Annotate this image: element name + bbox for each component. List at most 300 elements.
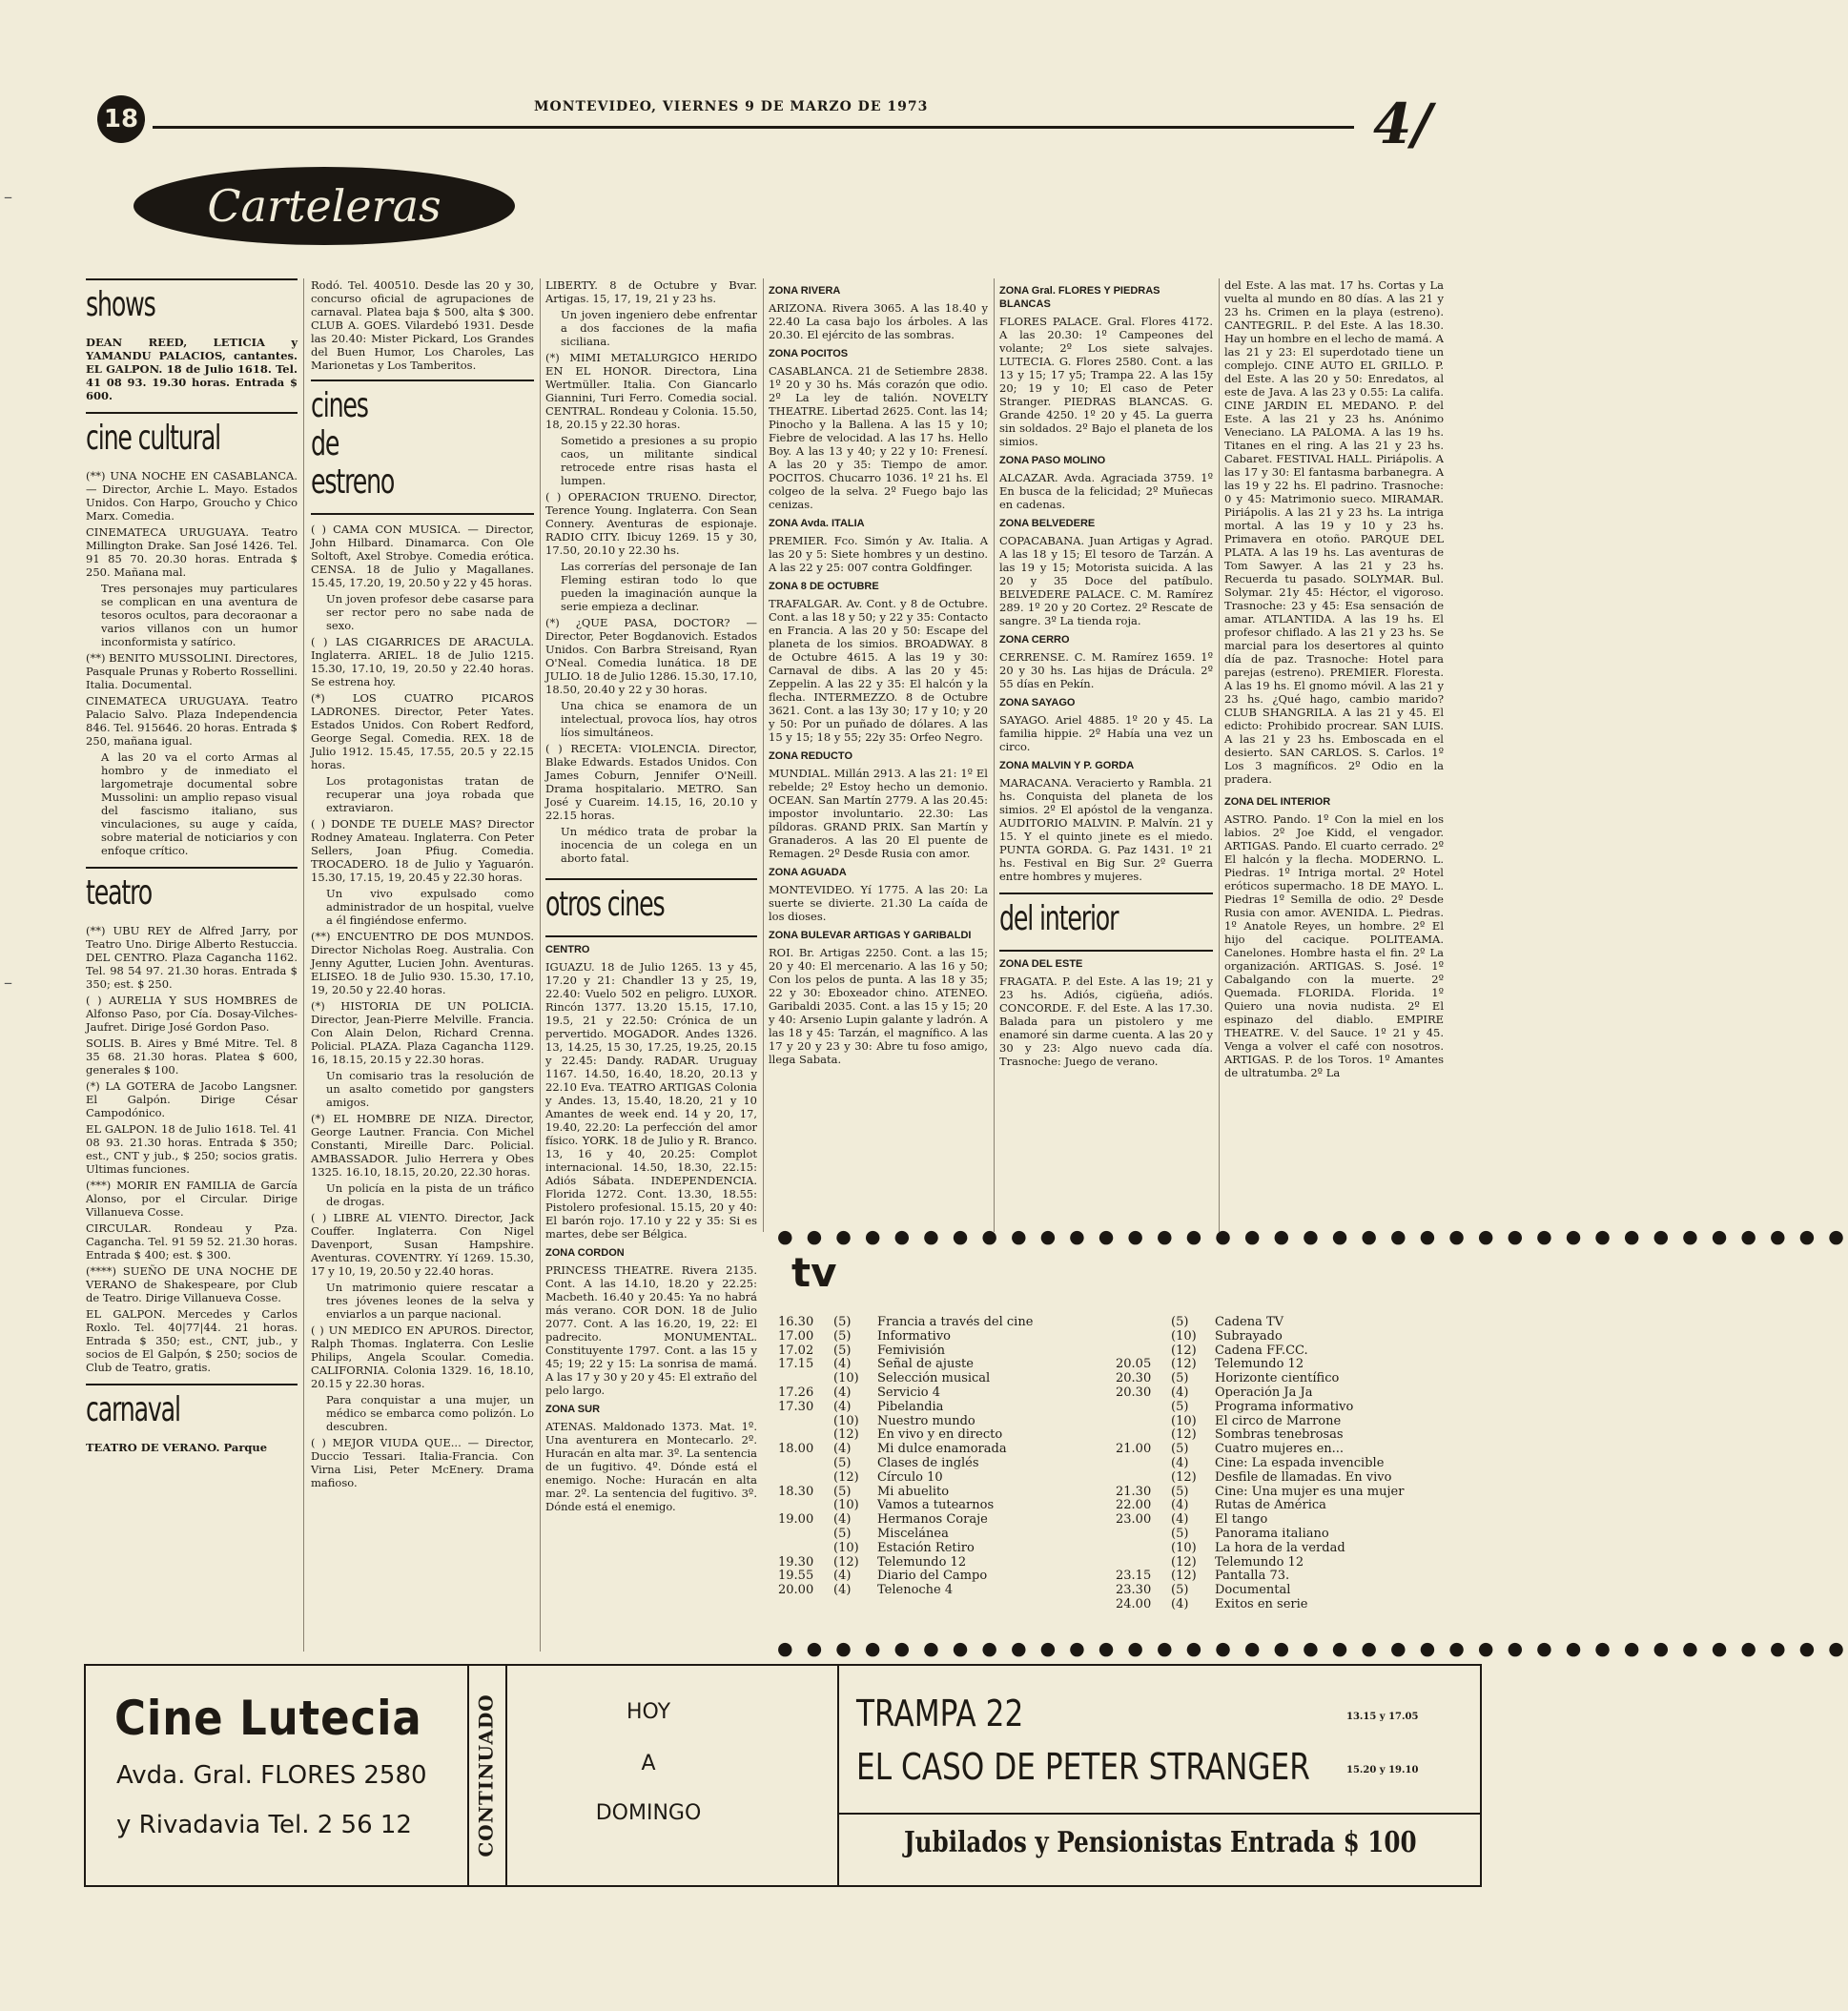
ad-divider: [837, 1813, 1480, 1815]
listing-item: Tres personajes muy particulares se complican en una aventura de tesoros ocultos, para decoraonar a varios villanos con un humor inconformista y satírico.: [101, 582, 298, 648]
tv-time: [1116, 1528, 1171, 1542]
cine-cultural-heading: cine cultural: [86, 419, 221, 458]
tv-time: 20.00: [778, 1583, 814, 1598]
tv-channel: (10): [833, 1540, 859, 1555]
listing-item: ( ) MEJOR VIUDA QUE... — Director, Duccio Tessari. Italia-Francia. Con Virna Lisi, Peter McEnery. Drama mafioso.: [311, 1436, 534, 1489]
tv-time: 20.30: [1116, 1371, 1152, 1386]
listing-item: Un comisario tras la resolución de un asalto cometido por gangsters amigos.: [326, 1069, 534, 1109]
zone-label: ZONA Avda. ITALIA: [769, 518, 865, 529]
listing-item: Una chica se enamora de un intelectual, provoca líos, hay otros líos simultáneos.: [561, 699, 757, 739]
section-rule: [545, 935, 757, 937]
ad-address: Avda. Gral. FLORES 2580: [116, 1761, 427, 1790]
tv-program: Hermanos Coraje: [877, 1512, 988, 1528]
section-rule: [86, 412, 298, 414]
tv-listing-row: [778, 1443, 1064, 1457]
tv-listing-row: [778, 1344, 1064, 1359]
carnaval-heading: carnaval: [86, 1390, 180, 1429]
tv-program: Selección musical: [877, 1371, 991, 1386]
zone-label: ZONA CERRO: [999, 634, 1070, 646]
tv-listing-row: [1116, 1486, 1478, 1500]
tv-channel: (12): [833, 1427, 859, 1443]
listing-item: ( ) LIBRE AL VIENTO. Director, Jack Couffer. Inglaterra. Con Nigel Davenport, Susan Hampshire. Aventuras. COVENTRY. Yí 1269. 15.30, 17 y 10, 19, 20.50 y 22.40 horas.: [311, 1211, 534, 1278]
tv-listing-row: [778, 1499, 1064, 1513]
tv-program: Documental: [1215, 1583, 1291, 1598]
tv-channel: (4): [833, 1583, 852, 1598]
tv-channel: (5): [1171, 1583, 1189, 1598]
tv-listing-row: [778, 1570, 1064, 1584]
listing-item: ( ) DONDE TE DUELE MAS? Director Rodney Amateau. Inglaterra. Con Peter Sellers, Joan Pfiug. Comedia. TROCADERO. 18 de Julio y Yaguarón. 15.30, 17.15, 19, 20.45 y 22.30 horas.: [311, 817, 534, 884]
tv-listing-row: [1116, 1471, 1478, 1486]
tv-time: [778, 1428, 833, 1443]
tv-program: Rutas de América: [1215, 1498, 1326, 1513]
tv-time: 23.00: [1116, 1512, 1152, 1528]
tv-program: Nuestro mundo: [877, 1413, 975, 1428]
tv-time: 17.02: [778, 1343, 814, 1358]
tv-time: 19.30: [778, 1554, 814, 1570]
tv-channel: (4): [833, 1442, 852, 1457]
tv-listing-row: [778, 1486, 1064, 1500]
ad-address-line2: y Rivadavia Tel. 2 56 12: [116, 1811, 412, 1839]
listing-item: EL GALPON. 18 de Julio 1618. Tel. 41 08 93. 21.30 horas. Entrada $ 350; est., CNT y jub., $ 250; socios gratis. Ultimas funciones.: [86, 1122, 298, 1176]
tv-listing-row: [778, 1401, 1064, 1415]
column-rule: [763, 278, 764, 1232]
listing-item: (**) UBU REY de Alfred Jarry, por Teatro Uno. Dirige Alberto Restuccia. DEL CENTRO. Plaza Cagancha 1162. Tel. 98 54 97. 21.30 horas. Entrada $ 350; est. $ 250.: [86, 924, 298, 991]
zone-listing: CERRENSE. C. M. Ramírez 1659. 1º 20 y 30 hs. Las hijas de Drácula. 2º 55 días en Pekín.: [999, 650, 1213, 690]
tv-listing-row: [1116, 1386, 1478, 1401]
tv-program: Estación Retiro: [877, 1540, 975, 1555]
listing-item: Un policía en la pista de un tráfico de drogas.: [326, 1181, 534, 1208]
tv-channel: (5): [833, 1455, 852, 1470]
tv-program: Desfile de llamadas. En vivo: [1215, 1469, 1392, 1485]
tv-channel: (5): [833, 1526, 852, 1541]
shows-heading: shows: [86, 285, 155, 324]
listing-item: (****) SUEÑO DE UNA NOCHE DE VERANO de Shakespeare, por Club de Teatro. Dirige Villanueva Cosse.: [86, 1264, 298, 1304]
tv-program: Femivisión: [877, 1343, 946, 1358]
column-rule: [1219, 278, 1220, 1232]
tv-time: [778, 1528, 833, 1542]
tv-time: 23.15: [1116, 1569, 1152, 1584]
tv-listing-row: [1116, 1584, 1478, 1598]
cines-estreno-heading: cines de estreno: [311, 386, 395, 502]
tv-time: 22.00: [1116, 1498, 1152, 1513]
tv-listing-row: [1116, 1316, 1478, 1330]
tv-time: [778, 1499, 833, 1513]
ad-domingo: DOMINGO: [595, 1801, 702, 1825]
tv-program: Programa informativo: [1215, 1399, 1354, 1414]
tv-channel: (12): [1171, 1427, 1197, 1443]
tv-listing-row: [1116, 1556, 1478, 1570]
column-5: [999, 278, 1213, 1232]
listing-item: Un médico trata de probar la inocencia de un colega en un aborto fatal.: [561, 825, 757, 865]
tv-time: 17.30: [778, 1399, 814, 1414]
tv-listing-row: [1116, 1443, 1478, 1457]
tv-listing-row: [778, 1386, 1064, 1401]
tv-channel: (5): [833, 1315, 852, 1329]
zone-listing: ARIZONA. Rivera 3065. A las 18.40 y 22.40 La casa bajo los árboles. A las 20.30. El ejército de las sombras.: [769, 301, 988, 341]
tv-program: Horizonte científico: [1215, 1371, 1340, 1386]
tv-time: [778, 1542, 833, 1556]
listing-item: ( ) CAMA CON MUSICA. — Director, John Hilbard. Dinamarca. Con Ole Soltoft, Axel Strobye. Comedia erótica. CENSA. 18 de Julio y Magallanes. 15.45, 17.20, 19, 20.50 y 22 y 45 horas.: [311, 523, 534, 589]
listing-item: Un vivo expulsado como administrador de un hospital, vuelve a él fingiéndose enfermo.: [326, 887, 534, 927]
tv-program: Mi dulce enamorada: [877, 1442, 1007, 1457]
tv-program: Sombras tenebrosas: [1215, 1427, 1344, 1443]
listing-item: ( ) AURELIA Y SUS HOMBRES de Alfonso Paso, por Cía. Dosay-Vilches-Jaufret. Dirige José Gordon Paso.: [86, 994, 298, 1034]
section-rule: [86, 278, 298, 280]
listing-item: Sometido a presiones a su propio caos, un militante sindical retrocede entre risas hasta el lumpen.: [561, 434, 757, 487]
zone-listing: PREMIER. Fco. Simón y Av. Italia. A las 20 y 5: Siete hombres y un destino. A las 22 y 25: 007 contra Goldfinger.: [769, 534, 988, 574]
tv-listing-row: [778, 1372, 1064, 1386]
tv-time: [1116, 1316, 1171, 1330]
zone-label: ZONA MALVIN Y P. GORDA: [999, 760, 1135, 771]
listing-item: ( ) OPERACION TRUENO. Director, Terence Young. Inglaterra. Con Sean Connery. Aventuras de espionaje. RADIO CITY. Ibicuy 1269. 15 y 30, 17.50, 20.10 y 22.30 hs.: [545, 490, 757, 557]
zone-listing: SAYAGO. Ariel 4885. 1º 20 y 45. La familia hippie. 2º Había una vez un circo.: [999, 713, 1213, 753]
zone-listing: ASTRO. Pando. 1º Con la miel en los labios. 2º Joe Kidd, el vengador. ARTIGAS. Pando. El cuarto cerrado. 2º El halcón y la flecha. MODERNO. L. Piedras. 1º Intriga mortal. 2º Hotel eróticos supermacho. 18 DE MAYO. L. Piedras 1º Semilla de odio. 2º Desde Rusia con amor. AVENIDA. L. Piedras. 1º Anatole Reyes, un hombre. 2º El hijo del cacique. POLITEAMA. Canelones. Hombre hasta el fin. 2º La organización. ARTIGAS. S. José. 1º Cabalgando con la muerte. 2º Quemada. FLORIDA. Florida. 1º Quiero una novia nudista. 2º El espinazo del diablo. EMPIRE THEATRE. V. del Sauce. 1º 21 y 45. Venga a volver el café con nosotros. ARTIGAS. P. de los Toros. 1º Amantes de ultratumba. 2º La: [1224, 812, 1444, 1079]
tv-channel: (12): [833, 1554, 859, 1570]
tv-time: [1116, 1471, 1171, 1486]
tv-listing-row: [778, 1330, 1064, 1344]
zone-listing: MUNDIAL. Millán 2913. A las 21: 1º El rebelde; 2º Estoy hecho un demonio. OCEAN. San Martín 2779. A las 20.45: impostor involuntario. 22.30: Las píldoras. GRAND PRIX. San Martín y Granaderos. A las 20 El puente de Remagen. 2º Desde Rusia con amor.: [769, 767, 988, 860]
listing-item: Un joven profesor debe casarse para ser rector pero no sabe nada de sexo.: [326, 592, 534, 632]
tv-schedule-right: [1116, 1316, 1478, 1612]
shows-listing: DEAN REED, LETICIA y YAMANDU PALACIOS, cantantes. EL GALPON. 18 de Julio 1618. Tel. 41 08 93. 19.30 horas. Entrada $ 600.: [86, 336, 298, 402]
tv-time: 24.00: [1116, 1596, 1152, 1611]
tv-listing-row: [1116, 1415, 1478, 1429]
tv-listing-row: [1116, 1542, 1478, 1556]
zone-label: ZONA BULEVAR ARTIGAS Y GARIBALDI: [769, 930, 972, 941]
listing-item: CINEMATECA URUGUAYA. Teatro Palacio Salvo. Plaza Independencia 846. Tel. 915646. 20 horas. Entrada $ 250, mañana igual.: [86, 694, 298, 748]
cinema-ad: [84, 1664, 1482, 1887]
tv-channel: (4): [833, 1385, 852, 1400]
tv-program: Subrayado: [1215, 1328, 1283, 1344]
tv-program: Cine: La espada invencible: [1215, 1455, 1385, 1470]
ad-hoy: HOY: [626, 1700, 671, 1724]
margin-mark: –: [4, 973, 12, 993]
tv-listing-row: [1116, 1344, 1478, 1359]
tv-program: Diario del Campo: [877, 1569, 988, 1584]
ad-continuado: CONTINUADO: [475, 1693, 498, 1857]
column-rule: [540, 278, 541, 1652]
tv-channel: (5): [1171, 1399, 1189, 1414]
tv-channel: (10): [833, 1498, 859, 1513]
listing-item: (*) MIMI METALURGICO HERIDO EN EL HONOR. Directora, Lina Wertmüller. Italia. Con Giancarlo Giannini, Turi Ferro. Comedia social. CENTRAL. Rondeau y Colonia. 15.50, 18, 20.15 y 22.30 horas.: [545, 351, 757, 431]
tv-program: Telemundo 12: [1215, 1554, 1304, 1570]
tv-program: Cuatro mujeres en...: [1215, 1442, 1345, 1457]
ad-showtimes: 15.20 y 19.10: [1346, 1765, 1419, 1775]
column-3: [545, 278, 757, 1652]
tv-channel: (4): [1171, 1385, 1189, 1400]
tv-program: Exitos en serie: [1215, 1596, 1308, 1611]
tv-listing-row: [778, 1528, 1064, 1542]
tv-listing-row: [1116, 1570, 1478, 1584]
zone-listing: IGUAZU. 18 de Julio 1265. 13 y 45, 17.20 y 21: Chandler 13 y 25, 19, 22.40: Vuelo 502 en peligro. LUXOR. Rincón 1377. 13.20 15.15, 17.10, 19.5, 21 y 22.50: Crónica de un pervertido. MOGADOR. Andes 1326. 13, 14.25, 15 30, 17.25, 19.25, 20.15 y 22.45: Dandy. RADAR. Uruguay 1167. 14.50, 16.40, 18.20, 20.13 y 22.10 Eva. TEATRO ARTIGAS Colonia y Andes. 13, 15.40, 18.20, 21 y 10 Amantes de week end. 14 y 20, 17, 19.40, 22.20: La perfección del amor físico. YORK. 18 de Julio y R. Branco. 13, 16 y 40, 20.25: Complot internacional. 14.50, 18.30, 22.15: Adiós Sábata. INDEPENDENCIA. Florida 1272. Cont. 13.30, 18.55: Pistolero profesional. 15.15, 20 y 40: El barón rojo. 17.10 y 22 y 35: Si es martes, debe ser Bélgica.: [545, 960, 757, 1241]
tv-time: [1116, 1428, 1171, 1443]
section-rule: [311, 380, 534, 381]
listing-item: (**) UNA NOCHE EN CASABLANCA. — Director, Archie L. Mayo. Estados Unidos. Con Harpo, Groucho y Chico Marx. Comedia.: [86, 469, 298, 523]
listing-item: (**) ENCUENTRO DE DOS MUNDOS. Director Nicholas Roeg. Australia. Con Jenny Agutter, Lucien John. Aventuras. ELISEO. 18 de Julio 930. 15.30, 17.10, 19, 20.50 y 22.40 horas.: [311, 930, 534, 996]
tv-channel: (5): [1171, 1315, 1189, 1329]
column-2: [311, 278, 534, 1652]
listing-item: ( ) RECETA: VIOLENCIA. Director, Blake Edwards. Estados Unidos. Con James Coburn, Jennifer O'Neill. Drama hospitalario. METRO. San José y Cuareim. 14.15, 16, 20.10 y 22.15 horas.: [545, 742, 757, 822]
tv-time: 20.05: [1116, 1357, 1152, 1372]
listing-item: Para conquistar a una mujer, un médico se embarca como polizón. Lo descubren.: [326, 1393, 534, 1433]
column-6: [1224, 278, 1444, 1232]
ad-film-title: TRAMPA 22: [856, 1693, 1024, 1734]
tv-channel: (4): [1171, 1498, 1189, 1513]
tv-time: [778, 1372, 833, 1386]
tv-channel: (4): [1171, 1596, 1189, 1611]
tv-channel: (10): [833, 1413, 859, 1428]
tv-channel: (4): [833, 1399, 852, 1414]
tv-listing-row: [778, 1358, 1064, 1372]
tv-channel: (5): [833, 1328, 852, 1344]
tv-program: Servicio 4: [877, 1385, 940, 1400]
tv-program: Telemundo 12: [877, 1554, 967, 1570]
tv-listing-row: [1116, 1598, 1478, 1612]
zone-listing: MARACANA. Veracierto y Rambla. 21 hs. Conquista del planeta de los simios. 2º El apóstol de la venganza. AUDITORIO MALVIN. P. Malvín. 21 y 15. Y el quinto jinete es el miedo. PUNTA GORDA. G. Paz 1431. 1º 21 hs. Festival en Big Sur. 2º Guerra entre hombres y mujeres.: [999, 776, 1213, 883]
tv-time: [778, 1471, 833, 1486]
listing-item: (*) LOS CUATRO PICAROS LADRONES. Director, Peter Yates. Estados Unidos. Con Robert Redford, George Segal. Comedia. REX. 18 de Julio 1912. 15.45, 17.55, 20.5 y 22.15 horas.: [311, 691, 534, 771]
tv-time: [1116, 1542, 1171, 1556]
tv-program: Pibelandia: [877, 1399, 944, 1414]
tv-channel: (4): [1171, 1455, 1189, 1470]
section-rule: [86, 1384, 298, 1385]
tv-listing-row: [1116, 1372, 1478, 1386]
tv-channel: (4): [833, 1357, 852, 1372]
tv-time: 23.30: [1116, 1583, 1152, 1598]
listing-item: Un matrimonio quiere rescatar a tres jóvenes leones de la selva y enviarlos a un parque nacional.: [326, 1281, 534, 1321]
dot-border: ● ● ● ● ● ● ● ● ● ● ● ● ● ● ● ● ● ● ● ● ● ● ● ● ● ● ● ● ● ● ● ● ● ● ● ● ●: [777, 1638, 1848, 1659]
tv-time: 21.00: [1116, 1442, 1152, 1457]
tv-program: El tango: [1215, 1512, 1268, 1528]
tv-channel: (4): [833, 1512, 852, 1528]
carnaval-continued: Rodó. Tel. 400510. Desde las 20 y 30, concurso oficial de agrupaciones de carnaval. Platea baja $ 500, alta $ 300. CLUB A. GOES. Vilardebó 1931. Desde las 20.40: Mister Pickard, Los Grandes del Buen Humor, Los Charoles, Las Marionetas y Los Tamberitos.: [311, 278, 534, 372]
tv-listing-row: [1116, 1428, 1478, 1443]
zone-label: ZONA REDUCTO: [769, 750, 852, 762]
listing-item: A las 20 va el corto Armas al hombro y de inmediato el largometraje documental sobre Mussolini: un amplio repaso visual del fascismo italiano, sus vinculaciones, su auge y caída, sobre material de noticiarios y con enfoque crítico.: [101, 750, 298, 857]
tv-channel: (4): [833, 1569, 852, 1584]
zone-listing: PRINCESS THEATRE. Rivera 2135. Cont. A las 14.10, 18.20 y 22.25: Macbeth. 16.40 y 20.45: Ya no habrá más verano. COR DON. 18 de Julio 2077. Cont. A las 16.20, 19, 22: El padrecito. MONUMENTAL. Constituyente 1797. Cont. a las 15 y 45; 19; 22 y 15: La sonrisa de mamá. A las 17 y 30 y 20 y 45: El extraño del pelo largo.: [545, 1263, 757, 1397]
tv-channel: (12): [1171, 1554, 1197, 1570]
tv-time: [1116, 1330, 1171, 1344]
tv-time: [778, 1415, 833, 1429]
listing-item: EL GALPON. Mercedes y Carlos Roxlo. Tel. 40|77|44. 21 horas. Entrada $ 350; est., CNT, jub., y socios de El Galpón, $ 250; socios de Club de Teatro, gratis.: [86, 1307, 298, 1374]
tv-time: [1116, 1457, 1171, 1471]
zone-label: ZONA AGUADA: [769, 867, 847, 878]
tv-program: Cine: Una mujer es una mujer: [1215, 1484, 1405, 1499]
zone-listing: FLORES PALACE. Gral. Flores 4172. A las 20.30: 1º Campeones del volante; 2º Los siete salvajes. LUTECIA. G. Flores 2580. Cont. a las 13 y 15; 17 y5; Trampa 22. A las 15y 20; 19 y 10; El caso de Peter Stranger. PIEDRAS BLANCAS. G. Grande 4250. 1º 20 y 45. La guerra sin soldados. 2º Bajo el planeta de los simios.: [999, 315, 1213, 448]
zone-label: ZONA DEL INTERIOR: [1224, 796, 1331, 808]
zone-label: ZONA SAYAGO: [999, 697, 1076, 708]
tv-time: 18.00: [778, 1442, 814, 1457]
listing-item: CIRCULAR. Rondeau y Pza. Cagancha. Tel. 91 59 52. 21.30 horas. Entrada $ 400; est. $ 300.: [86, 1221, 298, 1262]
tv-program: Francia a través del cine: [877, 1315, 1034, 1329]
tv-channel: (5): [1171, 1484, 1189, 1499]
zone-listing: del Este. A las mat. 17 hs. Cortas y La vuelta al mundo en 80 días. A las 21 y 23 hs. Crimen en la playa (estreno). CANTEGRIL. P. del Este. A las 18.30. Hay un hombre en el lecho de mamá. A las 21 y 23: El superdotado tiene un complejo. CINE AUTO EL GRILLO. P. del Este. A las 20 y 50: Enredatos, al este de Java. A las 23 y 0.55: La califa. CINE JARDIN EL MEDANO. P. del Este. A las 21 y 23 hs. Anónimo Veneciano. LA PALOMA. A las 19 hs. Titanes en el ring. A las 21 y 23 hs. Cabaret. FESTIVAL HALL. Piriápolis. A las 17 y 30: El fantasma barbanegra. A las 19 y 22 hs. El padrino. Trasnoche: 0 y 45: Matrimonio sueco. MIRAMAR. Piriápolis. A las 21 y 23 hs. La intriga mortal. A las 19 y 10 y 23 hs. Primavera en otoño. PARQUE DEL PLATA. A las 19 hs. Las aventuras de Tom Sawyer. A las 21 y 23 hs. Recuerda tu pasado. SOLYMAR. Bul. Solymar. 21y 45: Héctor, el vigoroso. Trasnoche: 23 y 45: Esa sensación de amar. ATLANTIDA. A las 19 hs. El profesor chiflado. A las 21 y 23 hs. Se marcial para los desertores al quinto día de paz. Trasnoche: Hotel para parejas (estreno). PREMIER. Floresta. A las 19 hs. El gnomo móvil. A las 21 y 23 hs. ¿Qué hago, cambio marido? CLUB SHANGRILA. A las 21 y 45. El edicto: Prohibido procrear. SAN LUIS. A las 21 y 23 hs. Emboscada en el desierto. SAN CARLOS. S. Carlos. 1º Los 3 magníficos. 2º Odio en la pradera.: [1224, 278, 1444, 786]
corner-mark: 4/: [1373, 92, 1432, 156]
zone-label: ZONA SUR: [545, 1404, 601, 1415]
zone-label: ZONA DEL ESTE: [999, 958, 1083, 970]
section-rule: [545, 878, 757, 880]
column-rule: [994, 278, 995, 1232]
tv-program: Cadena FF.CC.: [1215, 1343, 1308, 1358]
tv-time: 18.30: [778, 1484, 814, 1499]
zone-listing: CASABLANCA. 21 de Setiembre 2838. 1º 20 y 30 hs. Más corazón que odio. 2º La ley de talión. NOVELTY THEATRE. Libertad 2625. Cont. las 14; Pinocho y la Ballena. A las 15 y 10; Fiebre de velocidad. A las 17 hs. Hello Boy. A las 13 y 40; y 22 y 10: Frenesí. A las 20 y 35: Tiempo de amor. POCITOS. Chucarro 1036. 1º 21 hs. El colgeo de la selva. 2º Fuego bajo las cenizas.: [769, 364, 988, 511]
tv-listing-row: [1116, 1457, 1478, 1471]
tv-program: Miscelánea: [877, 1526, 949, 1541]
header-rule: [153, 126, 1354, 129]
margin-mark: –: [4, 187, 12, 207]
tv-time: [1116, 1415, 1171, 1429]
tv-program: En vivo y en directo: [877, 1427, 1003, 1443]
section-rule: [999, 893, 1213, 894]
zone-label: ZONA CORDON: [545, 1247, 625, 1259]
tv-channel: (5): [1171, 1442, 1189, 1457]
zone-label: CENTRO: [545, 944, 590, 955]
tv-program: Círculo 10: [877, 1469, 943, 1485]
zone-label: ZONA POCITOS: [769, 348, 849, 359]
tv-listing-row: [1116, 1330, 1478, 1344]
tv-program: Cadena TV: [1215, 1315, 1284, 1329]
tv-time: 17.15: [778, 1357, 814, 1372]
tv-program: Telenoche 4: [877, 1583, 954, 1598]
tv-channel: (12): [1171, 1469, 1197, 1485]
carnaval-listing: TEATRO DE VERANO. Parque: [86, 1441, 268, 1454]
tv-heading: tv: [791, 1249, 837, 1296]
tv-program: El circo de Marrone: [1215, 1413, 1342, 1428]
listing-item: Un joven ingeniero debe enfrentar a dos facciones de la mafia siciliana.: [561, 308, 757, 348]
listing-item: (*) LA GOTERA de Jacobo Langsner. El Galpón. Dirige César Campodónico.: [86, 1079, 298, 1119]
teatro-heading: teatro: [86, 873, 153, 913]
tv-time: 17.00: [778, 1328, 814, 1344]
tv-time: 20.30: [1116, 1385, 1152, 1400]
tv-program: Clases de inglés: [877, 1455, 979, 1470]
tv-listing-row: [1116, 1528, 1478, 1542]
tv-listing-row: [778, 1556, 1064, 1570]
listing-item: (*) EL HOMBRE DE NIZA. Director, George Lautner. Francia. Con Michel Constanti, Mireille Darc. Policial. AMBASSADOR. Julio Herrera y Obes 1325. 16.10, 18.15, 20.20, 22.30 horas.: [311, 1112, 534, 1179]
listing-item: LIBERTY. 8 de Octubre y Bvar. Artigas. 15, 17, 19, 21 y 23 hs.: [545, 278, 757, 305]
tv-program: Pantalla 73.: [1215, 1569, 1290, 1584]
section-rule: [999, 950, 1213, 952]
tv-channel: (12): [1171, 1343, 1197, 1358]
zone-listing: TRAFALGAR. Av. Cont. y 8 de Octubre. Cont. a las 18 y 50; y 22 y 35: Contacto en Francia. A las 20 y 50: Escape del planeta de los simios. BROADWAY. 8 de Octubre 4615. A las 19 y 30: Carnaval de dibs. A las 20 y 45: Zeppelin. A las 22 y 35: El halcón y la flecha. INTERMEZZO. 8 de Octubre 3621. Cont. a las 13y 30; 17 y 10; y 20 y 50: Por un puñado de dólares. A las 15 y 15; 18 y 55; 22y 35: Orfeo Negro.: [769, 597, 988, 744]
tv-time: [1116, 1344, 1171, 1359]
tv-channel: (10): [833, 1371, 859, 1386]
zone-listing: COPACABANA. Juan Artigas y Agrad. A las 18 y 15; El tesoro de Tarzán. A las 19 y 15; Motorista suicida. A las 20 y 35 Doce del patíbulo. BELVEDERE PALACE. C. M. Ramírez 289. 1º 20 y 20 Cortez. 2º Rescate de sangre. 3º La tienda roja.: [999, 534, 1213, 627]
zone-listing: FRAGATA. P. del Este. A las 19; 21 y 23 hs. Adiós, cigüeña, adiós. CONCORDE. F. del Este. A las 17.30. Balada para un pistolero y me enamoré sin darme cuenta. A las 20 y 30 y 23: Algo nuevo cada día. Trasnoche: Juego de verano.: [999, 975, 1213, 1068]
tv-program: Panorama italiano: [1215, 1526, 1329, 1541]
listing-item: ( ) LAS CIGARRICES DE ARACULA. Inglaterra. ARIEL. 18 de Julio 1215. 15.30, 17.10, 19, 20.50 y 22.40 horas. Se estrena hoy.: [311, 635, 534, 688]
ad-divider: [505, 1666, 507, 1885]
listing-item: SOLIS. B. Aires y Bmé Mitre. Tel. 8 35 68. 21.30 horas. Platea $ 600, generales $ 100.: [86, 1036, 298, 1077]
tv-listing-row: [778, 1428, 1064, 1443]
section-badge: Carteleras: [133, 167, 515, 245]
dot-border: ● ● ● ● ● ● ● ● ● ● ● ● ● ● ● ● ● ● ● ● ● ● ● ● ● ● ● ● ● ● ● ● ● ● ● ● ●: [777, 1226, 1848, 1247]
tv-schedule-left: [778, 1316, 1064, 1598]
tv-time: [1116, 1556, 1171, 1570]
tv-listing-row: [1116, 1499, 1478, 1513]
tv-program: Informativo: [877, 1328, 951, 1344]
tv-program: Telemundo 12: [1215, 1357, 1304, 1372]
section-rule: [86, 867, 298, 869]
page-number: 18: [97, 95, 145, 143]
tv-listing-row: [778, 1471, 1064, 1486]
zone-label: ZONA RIVERA: [769, 285, 841, 297]
otros-cines-heading: otros cines: [545, 885, 665, 924]
tv-listing-row: [778, 1415, 1064, 1429]
ad-divider: [837, 1666, 839, 1885]
tv-channel: (12): [1171, 1569, 1197, 1584]
listing-item: (**) BENITO MUSSOLINI. Directores, Pasquale Prunas y Roberto Rossellini. Italia. Documental.: [86, 651, 298, 691]
tv-time: 19.00: [778, 1512, 814, 1528]
tv-channel: (5): [1171, 1371, 1189, 1386]
tv-channel: (5): [833, 1484, 852, 1499]
ad-jubilados: Jubilados y Pensionistas Entrada $ 100: [904, 1826, 1417, 1859]
listing-item: (***) MORIR EN FAMILIA de García Alonso, por el Circular. Dirige Villanueva Cosse.: [86, 1179, 298, 1219]
zone-label: ZONA BELVEDERE: [999, 518, 1096, 529]
zone-listing: MONTEVIDEO. Yí 1775. A las 20: La suerte se divierte. 21.30 La caída de los dioses.: [769, 883, 988, 923]
tv-program: Vamos a tutearnos: [877, 1498, 995, 1513]
zone-listing: ROI. Br. Artigas 2250. Cont. a las 15; 20 y 40: El mercenario. A las 16 y 50; Con los pelos de punta. A las 18 y 35; 22 y 30: Eboxeador chino. ATENEO. Garibaldi 2035. Cont. a las 15 y 15; 20 y 40: Arsenio Lupin galante y ladrón. A las 18 y 45: Tarzán, el magnífico. A las 17 y 20 y 23 y 30: Abre tu foso amigo, llega Sabata.: [769, 946, 988, 1066]
tv-program: Mi abuelito: [877, 1484, 950, 1499]
tv-time: 21.30: [1116, 1484, 1152, 1499]
listing-item: Las correrías del personaje de Ian Fleming estiran todo lo que pueden la imaginación aunque la serie empieza a declinar.: [561, 560, 757, 613]
tv-listing-row: [778, 1457, 1064, 1471]
tv-listing-row: [778, 1584, 1064, 1598]
tv-channel: (10): [1171, 1413, 1197, 1428]
dateline: MONTEVIDEO, VIERNES 9 DE MARZO DE 1973: [534, 99, 929, 114]
listing-item: CINEMATECA URUGUAYA. Teatro Millington Drake. San José 1426. Tel. 91 85 70. 20.30 horas. Entrada $ 250. Mañana mal.: [86, 525, 298, 579]
listing-item: Los protagonistas tratan de recuperar una joya robada que extraviaron.: [326, 774, 534, 814]
zone-label: ZONA Gral. FLORES Y PIEDRAS BLANCAS: [999, 285, 1160, 310]
ad-cinema-name: Cine Lutecia: [114, 1691, 422, 1746]
del-interior-heading: del interior: [999, 899, 1119, 938]
tv-program: Operación Ja Ja: [1215, 1385, 1313, 1400]
tv-time: 16.30: [778, 1315, 814, 1329]
tv-channel: (10): [1171, 1328, 1197, 1344]
zone-label: ZONA 8 DE OCTUBRE: [769, 581, 879, 592]
tv-channel: (12): [833, 1469, 859, 1485]
ad-a: A: [641, 1752, 656, 1775]
tv-time: 19.55: [778, 1569, 814, 1584]
column-rule: [303, 278, 304, 1652]
tv-listing-row: [778, 1542, 1064, 1556]
ad-film-title: EL CASO DE PETER STRANGER: [856, 1746, 1310, 1788]
column-4: [769, 278, 988, 1232]
tv-time: [778, 1457, 833, 1471]
section-rule: [311, 513, 534, 515]
tv-time: [1116, 1401, 1171, 1415]
tv-listing-row: [778, 1316, 1064, 1330]
column-1: [86, 278, 298, 1652]
tv-channel: (5): [1171, 1526, 1189, 1541]
tv-listing-row: [778, 1513, 1064, 1528]
tv-listing-row: [1116, 1358, 1478, 1372]
ad-showtimes: 13.15 y 17.05: [1346, 1712, 1419, 1722]
tv-program: Señal de ajuste: [877, 1357, 974, 1372]
tv-channel: (10): [1171, 1540, 1197, 1555]
tv-listing-row: [1116, 1401, 1478, 1415]
tv-time: 17.26: [778, 1385, 814, 1400]
listing-item: (*) HISTORIA DE UN POLICIA. Director, Jean-Pierre Melville. Francia. Con Alain Delon, Richard Crenna. Policial. PLAZA. Plaza Cagancha 1129. 16, 18.15, 20.15 y 22.30 horas.: [311, 999, 534, 1066]
tv-program: La hora de la verdad: [1215, 1540, 1345, 1555]
listing-item: (*) ¿QUE PASA, DOCTOR? — Director, Peter Bogdanovich. Estados Unidos. Con Barbra Streisand, Ryan O'Neal. Comedia lunática. 18 DE JULIO. 18 de Julio 1286. 15.30, 17.10, 18.50, 20.40 y 22 y 30 horas.: [545, 616, 757, 696]
zone-listing: ALCAZAR. Avda. Agraciada 3759. 1º En busca de la felicidad; 2º Muñecas en cadenas.: [999, 471, 1213, 511]
tv-channel: (4): [1171, 1512, 1189, 1528]
zone-label: ZONA PASO MOLINO: [999, 455, 1106, 466]
listing-item: ( ) UN MEDICO EN APUROS. Director, Ralph Thomas. Inglaterra. Con Leslie Philips, Angela Scoular. Comedia. CALIFORNIA. Colonia 1329. 16, 18.10, 20.15 y 22.30 horas.: [311, 1324, 534, 1390]
tv-channel: (5): [833, 1343, 852, 1358]
tv-channel: (12): [1171, 1357, 1197, 1372]
